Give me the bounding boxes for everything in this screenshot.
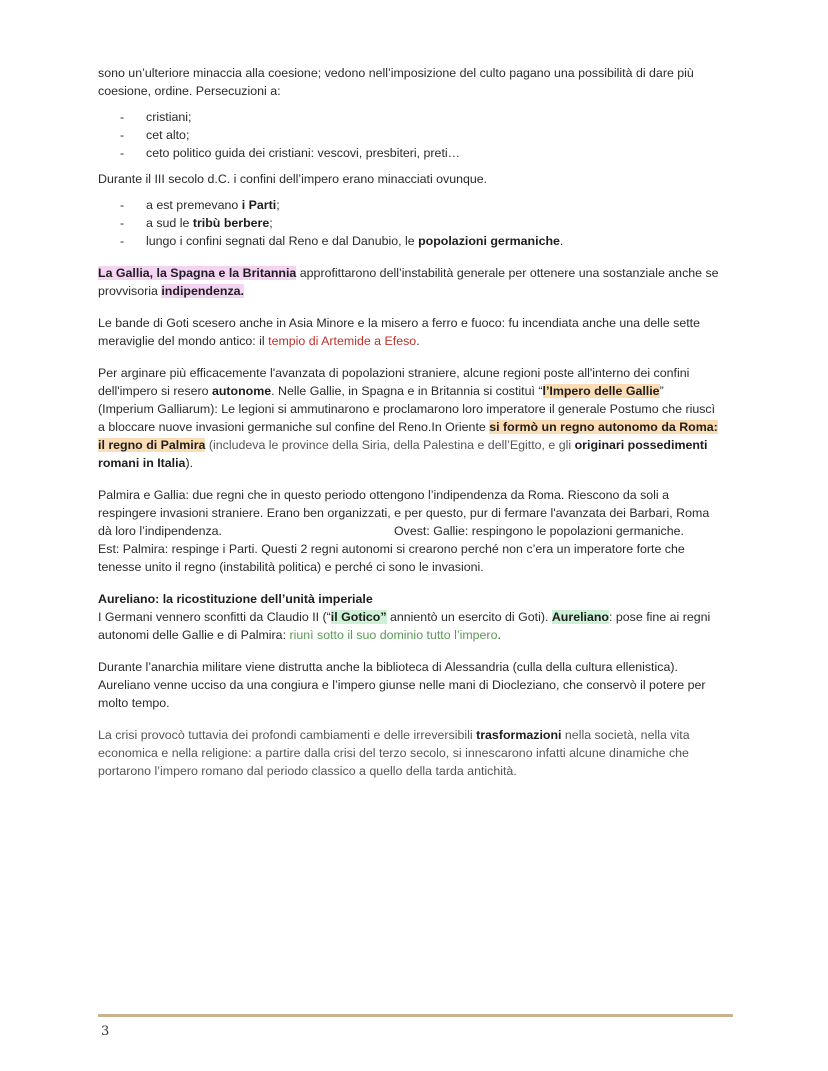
- list-item: - cet alto;: [120, 128, 190, 142]
- paragraph-borders: Durante il III secolo d.C. i confini dell’impero erano minacciati ovunque.: [98, 172, 488, 186]
- paragraph-regni-autonomi: Per arginare più efficacemente l'avanzata di popolazioni straniere, alcune regioni poste all'interno dei confini dell'impero si resero autonome. Nelle Gallie, in Spagna e in Britannia si costituì “l’Impero delle Gallie” (Imperium Galliarum): Le legioni si ammutinarono e proclamarono loro imperatore il generale Postumo che riuscì a bloccare nuove invasioni germaniche sul confine del Reno.In Oriente si formò un regno autonomo da Roma: il regno di Palmira (includeva le province della Siria, della Palestina e dell’Egitto, e gli originari possedimenti romani in Italia).: [98, 366, 718, 470]
- paragraph-crisi: La crisi provocò tuttavia dei profondi cambiamenti e delle irreversibili trasformazioni nella società, nella vita economica e nella religione: a partire dalla crisi del terzo secolo, si innescarono infatti alcune dinamiche che portarono l’impero romano dal periodo classico a quello della tarda antichità.: [98, 728, 690, 778]
- list-item: - ceto politico guida dei cristiani: vescovi, presbiteri, preti…: [120, 146, 461, 160]
- list-item: - a est premevano i Parti;: [120, 198, 280, 212]
- persecution-list: [98, 108, 743, 162]
- paragraph-gallia-spagna: La Gallia, la Spagna e la Britannia approfittarono dell’instabilità generale per ottenere una sostanziale anche se provvisoria indipendenza.: [98, 266, 719, 298]
- paragraph-anarchia: Durante l’anarchia militare viene distrutta anche la biblioteca di Alessandria (culla della cultura ellenistica). Aureliano venne ucciso da una congiura e l’impero giunse nelle mani di Diocleziano, che conservò il potere per molto tempo.: [98, 660, 706, 710]
- section-aureliano: Aureliano: la ricostituzione dell’unità imperiale I Germani vennero sconfitti da Claudio II (“il Gotico” annientò un esercito di Goti). Aureliano: pose fine ai regni autonomi delle Gallie e di Palmira: riunì sotto il suo dominio tutto l’impero.: [98, 592, 711, 642]
- section-heading: Aureliano: la ricostituzione dell’unità imperiale: [98, 592, 373, 606]
- list-item: - a sud le tribù berbere;: [120, 216, 273, 230]
- list-item: - cristiani;: [120, 110, 192, 124]
- paragraph-palmira-gallia: Palmira e Gallia: due regni che in questo periodo ottengono l’indipendenza da Roma. Riescono da soli a respingere invasioni straniere. Erano ben organizzati, e per questo, pur di fermare l'avanzata dei Barbari, Roma dà loro l’indipendenza. Ovest: Gallie: respingono le popolazioni germaniche. Est: Palmira: respinge i Parti. Questi 2 regni autonomi si crearono perché non c’era un imperatore forte che tenesse unito il regno (instabilità politica) e perché ci sono le invasioni.: [98, 488, 710, 574]
- document-page: [98, 64, 743, 780]
- temple-text: tempio di Artemide a Efeso: [268, 334, 417, 348]
- paragraph-persecution: sono un’ulteriore minaccia alla coesione; vedono nell’imposizione del culto pagano una possibilità di dare più coesione, ordine. Persecuzioni a:: [98, 66, 694, 98]
- paragraph-goti: Le bande di Goti scesero anche in Asia Minore e la misero a ferro e fuoco: fu incendiata anche una delle sette meraviglie del mondo antico: il tempio di Artemide a Efeso.: [98, 316, 701, 348]
- threats-list: [98, 196, 743, 250]
- list-item: - lungo i confini segnati dal Reno e dal Danubio, le popolazioni germaniche.: [120, 234, 564, 248]
- page-number: 3: [101, 1024, 110, 1039]
- footer-rule: [98, 1014, 733, 1017]
